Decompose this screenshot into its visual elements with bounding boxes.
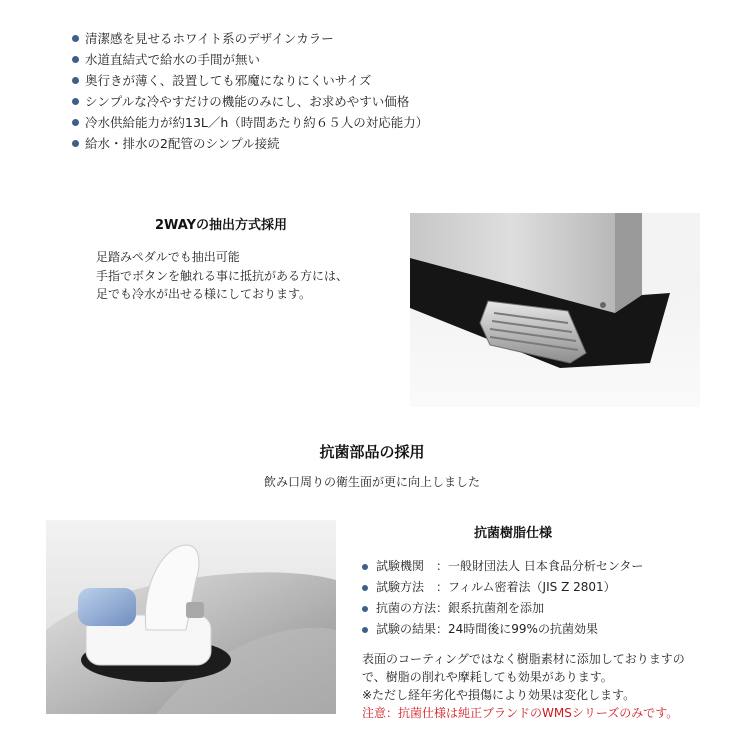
bullet-icon [72, 35, 79, 42]
feature-item: 清潔感を見せるホワイト系のデザインカラー [72, 28, 428, 49]
feature-item: シンプルな冷やすだけの機能のみにし、お求めやすい価格 [72, 91, 428, 112]
test-results-list [362, 556, 643, 640]
feature-item: 冷水供給能力が約13L／h（時間あたり約６５人の対応能力） [72, 112, 428, 133]
test-item: 抗菌の方法：銀系抗菌剤を添加 [362, 598, 643, 619]
feature-item: 水道直結式で給水の手間が無い [72, 49, 428, 70]
antibacterial-title: 抗菌部品の採用 [319, 443, 425, 461]
bullet-icon [362, 585, 368, 591]
bullet-icon [72, 56, 79, 63]
faucet-photo [46, 520, 336, 714]
resin-spec-title: 抗菌樹脂仕様 [474, 526, 553, 541]
warning-note: 注意：抗菌仕様は純正ブランドのWMSシリーズのみです。 [362, 706, 679, 720]
resin-spec-description: 表面のコーティングではなく樹脂素材に添加しておりますの で、樹脂の削れや摩耗しても効果があります。 ※ただし経年劣化や損傷により効果は変化します。 注意：抗菌仕様は純正ブランドのWMSシリーズのみです。 [362, 652, 685, 720]
test-item: 試験方法 ：フィルム密着法（JIS Z 2801） [362, 577, 643, 598]
bullet-icon [362, 627, 368, 633]
bullet-icon [72, 77, 79, 84]
bullet-icon [362, 564, 368, 570]
foot-pedal-photo [410, 213, 700, 407]
test-item: 試験の結果：24時間後に99%の抗菌効果 [362, 619, 643, 640]
bullet-icon [362, 606, 368, 612]
bullet-icon [72, 140, 79, 147]
bullet-icon [72, 98, 79, 105]
feature-item: 奥行きが薄く、設置しても邪魔になりにくいサイズ [72, 70, 428, 91]
bullet-icon [72, 119, 79, 126]
test-item: 試験機関 ：一般財団法人 日本食品分析センター [362, 556, 643, 577]
feature-list [72, 28, 428, 154]
feature-item: 給水・排水の2配管のシンプル接続 [72, 133, 428, 154]
two-way-description: 足踏みペダルでも抽出可能 手指でボタンを触れる事に抵抗がある方には、 足でも冷水が出せる様にしております。 [96, 250, 349, 301]
antibacterial-subtitle: 飲み口周りの衛生面が更に向上しました [263, 475, 480, 489]
two-way-title: 2WAYの抽出方式採用 [155, 218, 288, 233]
